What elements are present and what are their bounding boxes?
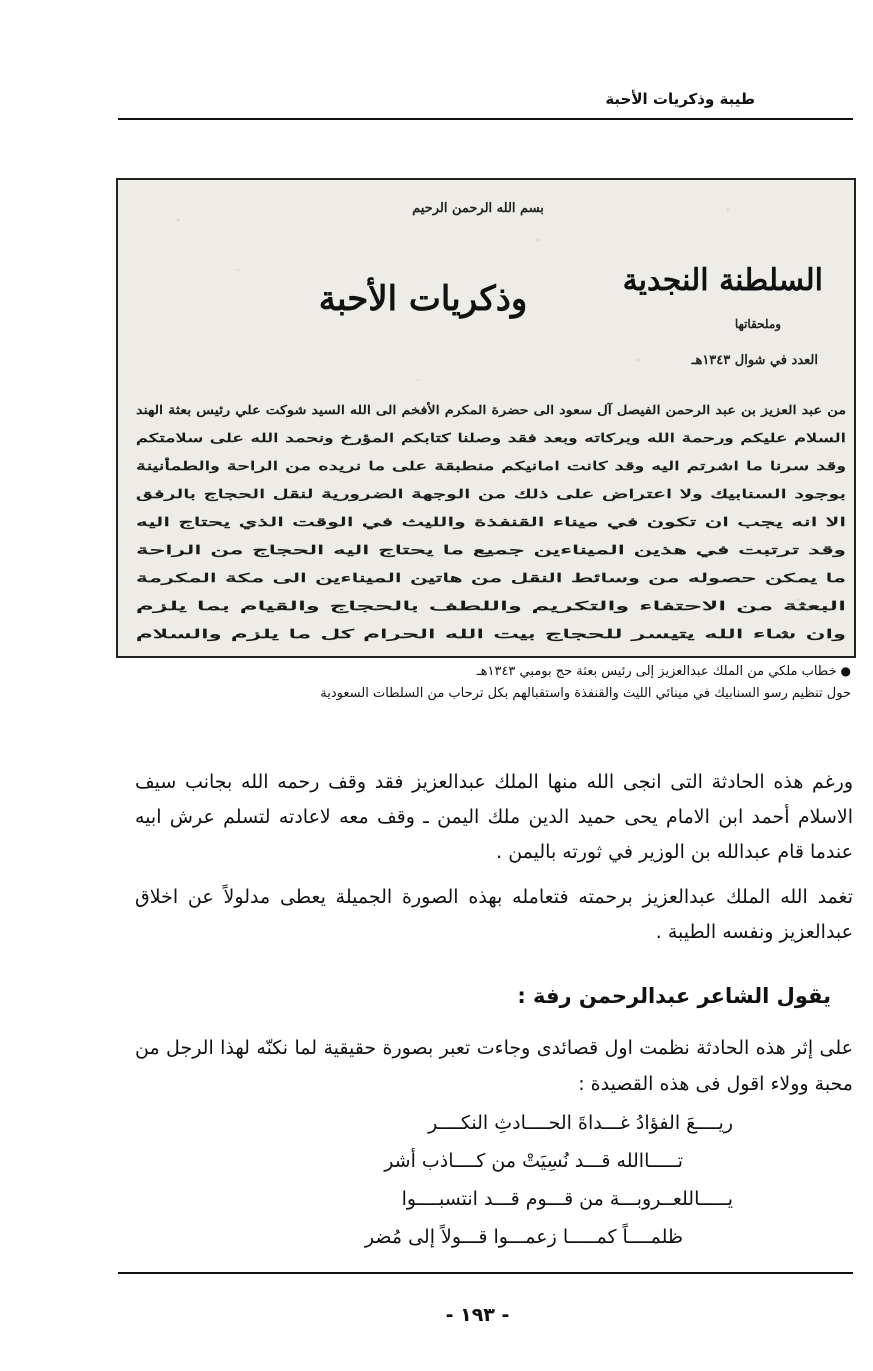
letter-line: وقد ترتبت في هذين الميناءين جميع ما يحتاج اليه الحجاج من الراحة [136, 543, 471, 557]
letter-body [136, 401, 846, 642]
letter-line: وقد سرنا ما اشرتم اليه وقد كانت امانيكم منطبقة على ما نريده من الراحة والطمأنينة [136, 459, 562, 473]
letter-line: البعثة من الاحتفاء والتكريم واللطف بالحجاج والقيام بما يلزم [136, 599, 435, 613]
running-head-title: طيبة وذكريات الأحبة [605, 90, 755, 108]
letter-basmala: بسم الله الرحمن الرحيم [412, 201, 544, 216]
letter-subline: وملحقاتها [734, 317, 782, 331]
letter-line: بوجود السنابيك ولا اعتراض على ذلك من الوجهة الضرورية لنقل الحجاج بالرفق [136, 487, 527, 501]
letter-date: العدد في شوال ١٣٤٣هـ [691, 353, 818, 368]
letter-line: من عبد العزيز بن عبد الرحمن الفيصل آل سعود الى حضرة المكرم الأفخم الى الله السيد شوكت علي رئيس بعثة الهند [136, 403, 725, 417]
poem-verse-3: يـــــاللعــروبـــة من قـــوم قـــد انتسبــــوا [401, 1188, 733, 1210]
body-paragraph-1: ورغم هذه الحادثة التى انجى الله منها الملك عبدالعزيز فقد وقف رحمه الله بجانب سيف الاسلام أحمد ابن الامام يحى حميد الدين ملك اليمن ـ وقف معه لاعادته لتسلم عرش ابيه عندما قام عبدالله بن الوزير في ثورته باليمن . [135, 771, 853, 863]
caption-text-1: خطاب ملكي من الملك عبدالعزيز إلى رئيس بعثة حج بومبي ١٣٤٣هـ [476, 664, 837, 679]
page-number: - ١٩٣ - [445, 1304, 510, 1326]
letter-line: وان شاء الله يتيسر للحجاج بيت الله الحرام كل ما يلزم والسلام [136, 627, 452, 641]
historical-letter-image [116, 178, 856, 658]
letter-line: السلام عليكم ورحمة الله وبركاته وبعد فقد وصلنا كتابكم المؤرخ ونحمد الله على سلامتكم [136, 431, 579, 445]
header-rule [118, 118, 853, 120]
poem-verse-4: ظلمــــاً كمـــــا زعمـــوا قـــولاً إلى مُضر [364, 1226, 683, 1248]
letter-line: الا انه يجب ان تكون في ميناء القنفذة والليث في الوقت الذي يحتاج اليه [136, 515, 493, 529]
letter-scan [118, 180, 854, 656]
poem-verse-2: تـــــاالله قـــد نُسِيَتْ من كــــاذب أشر [384, 1150, 683, 1172]
caption-line-2: حول تنظيم رسو السنابيك في مينائي الليث والقنفذة واستقبالهم بكل ترحاب من السلطات السعودية [320, 686, 851, 701]
letter-line: ما يمكن حصوله من وسائط النقل من هاتين الميناءين الى مكة المكرمة [136, 571, 489, 585]
section-heading: يقول الشاعر عبدالرحمن رفة : [517, 984, 831, 1008]
book-stamp: وذكريات الأحبة [318, 279, 528, 319]
caption-bullet: ● [840, 664, 851, 678]
body-paragraph-2: تغمد الله الملك عبدالعزيز برحمته فتعامله بهذه الصورة الجميلة يعطى مدلولاً عن اخلاق عبدالعزيز ونفسه الطيبة . [135, 886, 853, 943]
footer-rule [118, 1272, 853, 1274]
letter-letterhead: السلطنة النجدية [622, 263, 823, 298]
caption-line-1 [131, 660, 851, 683]
body-paragraph-3: على إثر هذه الحادثة نظمت اول قصائدى وجاءت تعبر بصورة حقيقية لما نكنّه لهذا الرجل من محبة وولاء اقول فى هذه القصيدة : [135, 1037, 853, 1095]
poem-verse-1: ريــــعَ الفؤادُ غـــداةَ الحــــادثِ النكــــر [428, 1112, 733, 1134]
figure-caption [131, 660, 851, 705]
